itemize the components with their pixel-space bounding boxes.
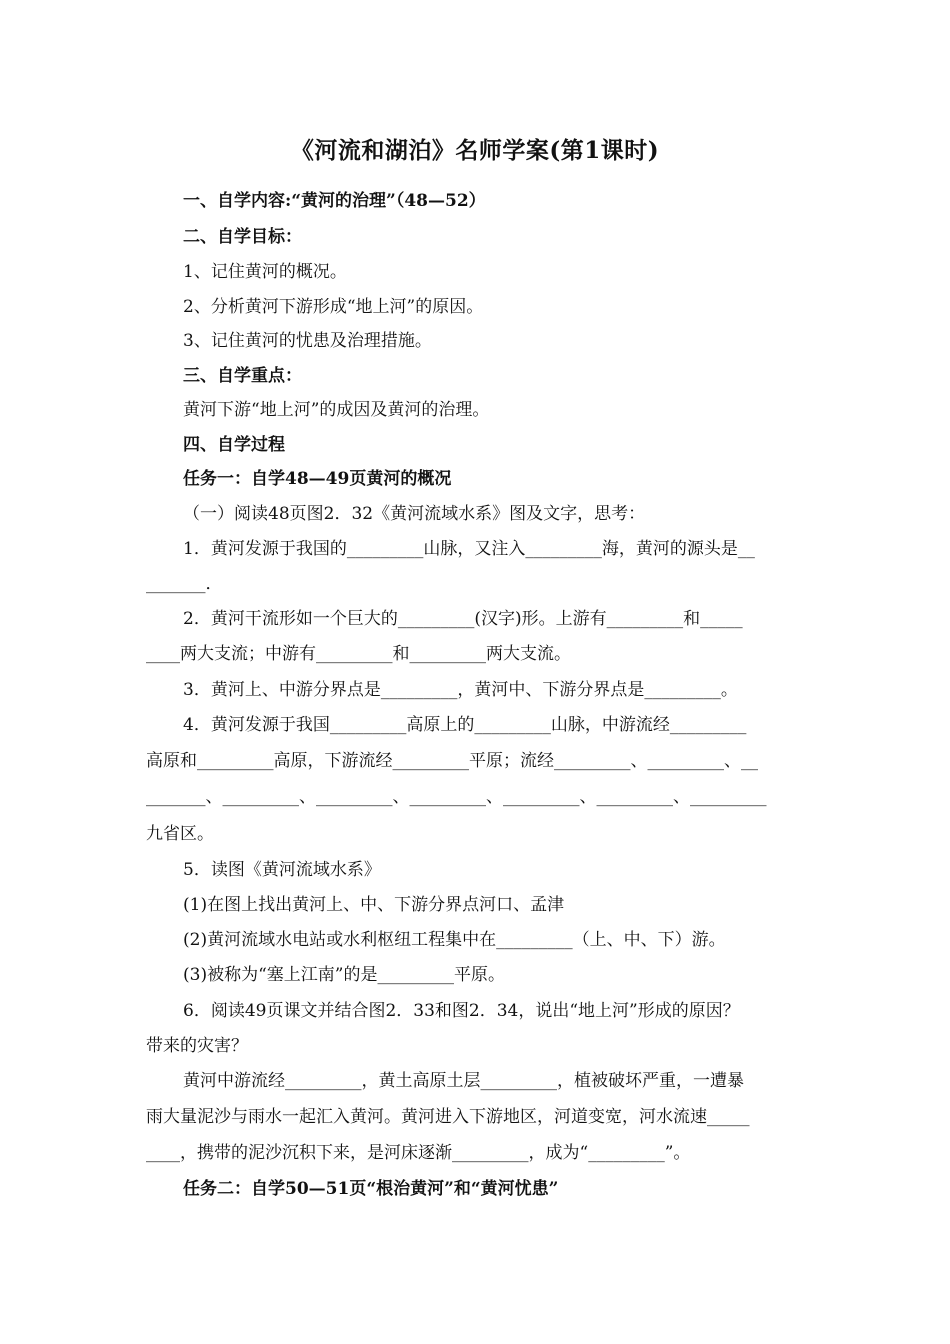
question-line: 5．读图《黄河流域水系》 — [183, 860, 381, 880]
question-line: 1．黄河发源于我国的_________山脉，又注入_________海，黄河的源头是__ — [183, 539, 755, 559]
task-heading: 任务二：自学50—51页“根治黄河”和“黄河忧患” — [183, 1179, 559, 1199]
task-heading: 任务一：自学48—49页黄河的概况 — [183, 469, 452, 489]
section-heading: 二、自学目标： — [183, 227, 302, 247]
answer-line: ____，携带的泥沙沉积下来，是河床逐渐_________，成为“_________”。 — [146, 1143, 691, 1163]
question-line: 4．黄河发源于我国_________高原上的_________山脉，中游流经_________ — [183, 715, 747, 735]
question-line: (1)在图上找出黄河上、中、下游分界点河口、孟津 — [183, 895, 565, 915]
document-title: 《河流和湖泊》名师学案(第1课时) — [290, 137, 660, 164]
question-line: (3)被称为“塞上江南”的是_________平原。 — [183, 965, 505, 985]
question-line: (2)黄河流域水电站或水利枢纽工程集中在_________（上、中、下）游。 — [183, 930, 726, 950]
paragraph-line: 1、记住黄河的概况。 — [183, 262, 347, 282]
section-heading: 四、自学过程 — [183, 435, 285, 455]
section-heading: 一、自学内容:“黄河的治理”（48—52） — [183, 191, 486, 211]
paragraph-line: 黄河下游“地上河”的成因及黄河的治理。 — [183, 400, 490, 420]
paragraph-line: 2、分析黄河下游形成“地上河”的原因。 — [183, 297, 484, 317]
answer-line: 雨大量泥沙与雨水一起汇入黄河。黄河进入下游地区，河道变宽，河水流速_____ — [146, 1107, 750, 1127]
question-line: 3．黄河上、中游分界点是_________，黄河中、下游分界点是_________。 — [183, 680, 738, 700]
question-line: _______、_________、_________、_________、_________、_________、_________ — [146, 787, 767, 807]
question-line: 6．阅读49页课文并结合图2．33和图2．34，说出“地上河”形成的原因？ — [183, 1001, 740, 1021]
paragraph-line: 3、记住黄河的忧患及治理措施。 — [183, 331, 432, 351]
question-line: 高原和_________高原，下游流经_________平原；流经_________、_________、__ — [146, 751, 758, 771]
question-line: 九省区。 — [146, 824, 214, 844]
paragraph-line: （一）阅读48页图2．32《黄河流域水系》图及文字，思考： — [183, 504, 646, 524]
question-line: ____两大支流；中游有_________和_________两大支流。 — [146, 644, 571, 664]
question-line: 2．黄河干流形如一个巨大的_________(汉字)形。上游有_________和_____ — [183, 609, 743, 629]
question-line: 带来的灾害？ — [146, 1036, 248, 1056]
answer-line: 黄河中游流经_________，黄土高原土层_________，植被破坏严重，一遭暴 — [183, 1071, 744, 1091]
question-line: _______． — [146, 574, 223, 594]
section-heading: 三、自学重点： — [183, 366, 302, 386]
